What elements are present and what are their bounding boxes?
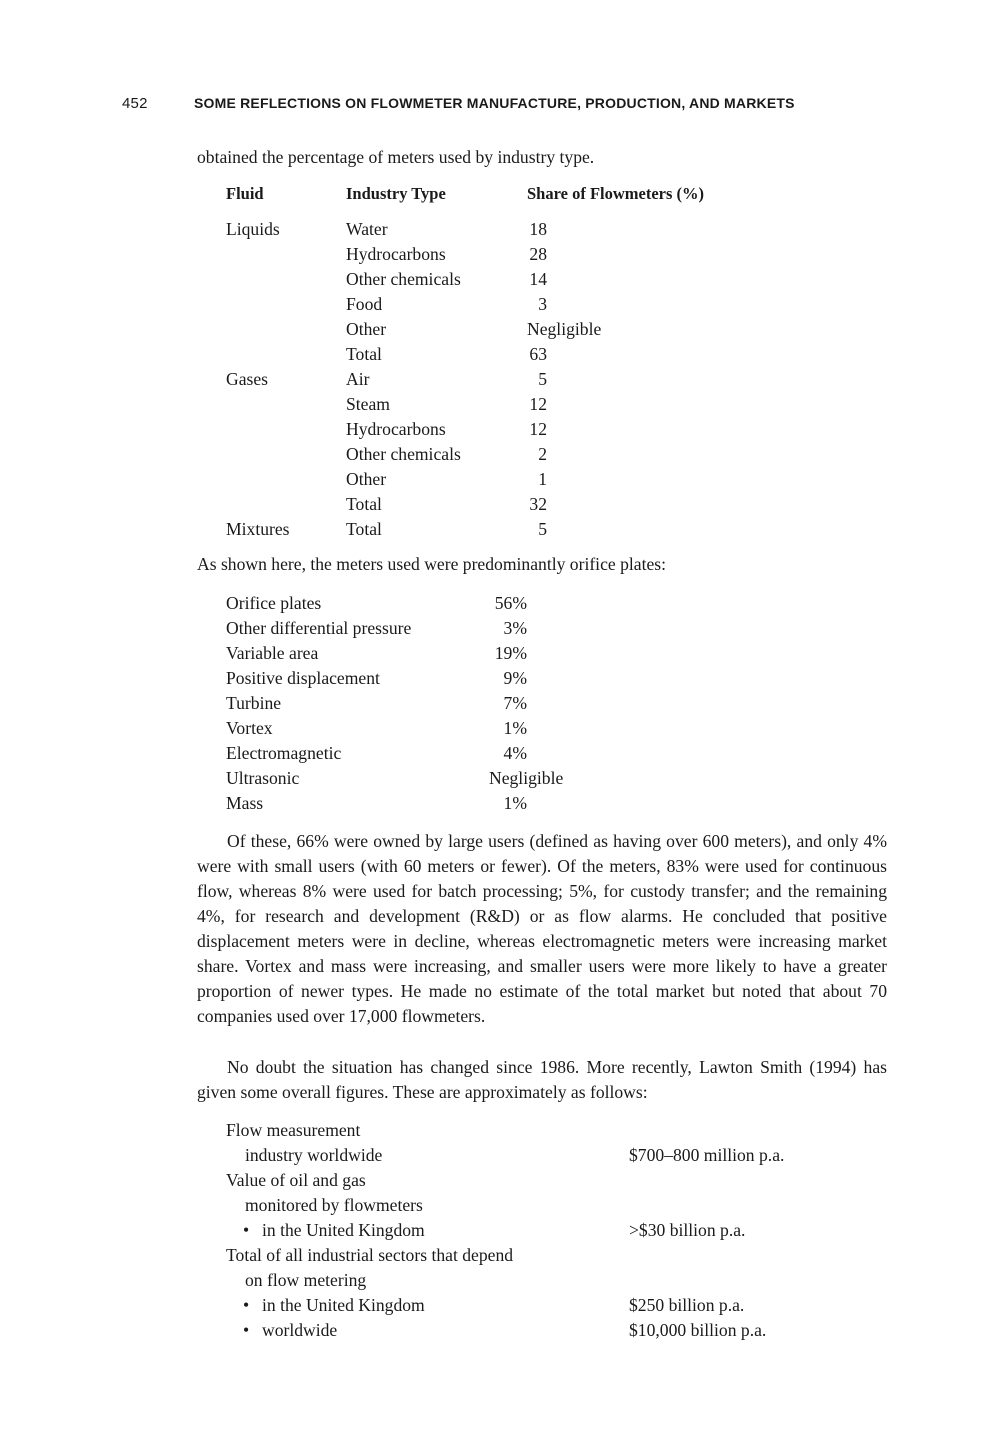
table-row [226, 492, 747, 517]
meter-share-cell [489, 591, 609, 616]
share-cell [527, 492, 747, 517]
share-cell [527, 292, 747, 317]
industry-type-cell: Total [346, 519, 382, 539]
industry-type-cell: Other [346, 469, 387, 489]
share-cell [527, 217, 747, 242]
table-header-row [226, 184, 747, 217]
industry-type-cell: Total [346, 344, 382, 364]
table-row [226, 716, 609, 741]
fluid-cell [226, 442, 346, 467]
intro-line: obtained the percentage of meters used by industry type. [197, 147, 595, 167]
share-cell [527, 367, 747, 392]
column-header-share: Share of Flowmeters (%) [527, 184, 705, 203]
table-row [226, 1318, 859, 1343]
fluid-cell [226, 292, 346, 317]
table-row [226, 217, 747, 242]
figure-label-cell: industry worldwide [245, 1145, 383, 1165]
table-row [226, 741, 609, 766]
fluid-cell: Gases [226, 369, 269, 389]
table-row [226, 1118, 859, 1143]
table-row [226, 616, 609, 641]
table-row [226, 442, 747, 467]
share-value: 18 [529, 219, 547, 239]
fluid-cell [226, 392, 346, 417]
table-row [226, 1218, 859, 1243]
fluid-cell: Liquids [226, 219, 280, 239]
figure-label-cell: • in the United Kingdom [226, 1293, 629, 1318]
meter-name-cell: Electromagnetic [226, 743, 342, 763]
table-row [226, 342, 747, 367]
meter-share-cell [489, 791, 609, 816]
meter-name-cell: Other differential pressure [226, 618, 412, 638]
body-paragraph-1: Of these, 66% were owned by large users (defined as having over 600 meters), and only 4% were with small users (with 60 meters or fewer). Of the meters, 83% were used for continuous flow, whereas 8% were used for batch processing; 5%, for custody transfer; and the remaining 4%, for research and development (R&D) or as flow alarms. He concluded that positive displacement meters were in decline, whereas electromagnetic meters were increasing market share. Vortex and mass were increasing, and smaller users were more likely to have a greater proportion of newer types. He made no estimate of the total market but noted that about 70 companies used over 17,000 flowmeters. [197, 831, 887, 1026]
table-row [226, 467, 747, 492]
column-header-fluid: Fluid [226, 184, 264, 203]
meter-name-cell: Orifice plates [226, 593, 322, 613]
industry-type-cell: Other [346, 319, 387, 339]
meter-share-cell [489, 616, 609, 641]
fluid-cell: Mixtures [226, 519, 290, 539]
industry-type-cell: Other chemicals [346, 269, 461, 289]
industry-type-cell: Hydrocarbons [346, 244, 446, 264]
table-row [226, 766, 609, 791]
figure-value-cell: $700–800 million p.a. [629, 1145, 785, 1165]
share-value: 3 [538, 294, 547, 314]
figure-value-cell: $10,000 billion p.a. [629, 1320, 767, 1340]
figure-value-cell [629, 1168, 859, 1193]
share-value: 32 [529, 494, 547, 514]
industry-type-cell: Food [346, 294, 383, 314]
meter-share-cell [489, 741, 609, 766]
table-row [226, 517, 747, 542]
share-cell [527, 242, 747, 267]
meter-name-cell: Vortex [226, 718, 273, 738]
table-row [226, 641, 609, 666]
table-row [226, 1268, 859, 1293]
table-row [226, 267, 747, 292]
meter-share-cell [489, 691, 609, 716]
meter-share-value: 7% [503, 693, 527, 713]
industry-type-cell: Water [346, 219, 388, 239]
share-value: 28 [529, 244, 547, 264]
fluid-cell [226, 467, 346, 492]
meter-share-value: 1% [503, 718, 527, 738]
figure-value-cell [629, 1243, 859, 1268]
market-figures-table [226, 1118, 859, 1343]
table-row [226, 591, 609, 616]
table-row [226, 242, 747, 267]
meter-name-cell: Mass [226, 793, 264, 813]
table-row [226, 1193, 859, 1218]
meter-name-cell: Ultrasonic [226, 768, 300, 788]
meter-share-cell [489, 666, 609, 691]
share-value: 12 [529, 419, 547, 439]
share-value: 5 [538, 369, 547, 389]
meter-share-cell [489, 766, 609, 791]
share-cell [527, 342, 747, 367]
figure-value-cell: $250 billion p.a. [629, 1295, 745, 1315]
industry-share-table [226, 184, 747, 542]
meter-name-cell: Variable area [226, 643, 319, 663]
figure-label-cell: Flow measurement [226, 1120, 361, 1140]
figure-value-cell [629, 1118, 859, 1143]
industry-type-cell: Total [346, 494, 382, 514]
meter-share-value: 4% [503, 743, 527, 763]
fluid-cell [226, 492, 346, 517]
running-title: SOME REFLECTIONS ON FLOWMETER MANUFACTURE, PRODUCTION, AND MARKETS [194, 95, 795, 111]
figure-value-cell [629, 1193, 859, 1218]
share-cell [527, 392, 747, 417]
share-value: 12 [529, 394, 547, 414]
meters-intro: As shown here, the meters used were predominantly orifice plates: [197, 554, 667, 574]
share-cell [527, 267, 747, 292]
running-header [122, 95, 862, 112]
body-paragraph-2: No doubt the situation has changed since 1986. More recently, Lawton Smith (1994) has given some overall figures. These are approximately as follows: [197, 1057, 887, 1102]
share-value: 1 [538, 469, 547, 489]
meter-name-cell: Turbine [226, 693, 282, 713]
share-cell [527, 517, 747, 542]
table-row [226, 791, 609, 816]
figure-value-cell: >$30 billion p.a. [629, 1220, 746, 1240]
figure-label-cell: Total of all industrial sectors that depend [226, 1245, 514, 1265]
meter-share-value: 1% [503, 793, 527, 813]
industry-type-cell: Steam [346, 394, 390, 414]
fluid-cell [226, 317, 346, 342]
share-cell [527, 417, 747, 442]
share-cell [527, 467, 747, 492]
industry-type-cell: Air [346, 369, 370, 389]
share-cell [527, 317, 747, 342]
table-row [226, 691, 609, 716]
page-number: 452 [122, 95, 148, 112]
table-row [226, 666, 609, 691]
table-row [226, 1168, 859, 1193]
share-value: 2 [538, 444, 547, 464]
fluid-cell [226, 267, 346, 292]
share-value: 5 [538, 519, 547, 539]
meter-share-cell [489, 641, 609, 666]
share-cell [527, 442, 747, 467]
meter-type-table [226, 591, 609, 816]
meter-share-value: 56% [494, 593, 527, 613]
table-row [226, 1293, 859, 1318]
table-row [226, 417, 747, 442]
fluid-cell [226, 417, 346, 442]
figure-label-cell: monitored by flowmeters [245, 1195, 423, 1215]
industry-type-cell: Other chemicals [346, 444, 461, 464]
share-value: Negligible [527, 319, 602, 339]
meter-share-value: Negligible [489, 768, 564, 788]
figure-value-cell [629, 1268, 859, 1293]
figure-label-cell: • in the United Kingdom [226, 1218, 629, 1243]
fluid-cell [226, 242, 346, 267]
meter-share-value: 19% [494, 643, 527, 663]
column-header-industry-type: Industry Type [346, 184, 446, 203]
table-row [226, 392, 747, 417]
fluid-cell [226, 342, 346, 367]
figure-label-cell: on flow metering [245, 1270, 367, 1290]
figure-label-cell: Value of oil and gas [226, 1170, 366, 1190]
meter-share-value: 9% [503, 668, 527, 688]
meter-share-cell [489, 716, 609, 741]
share-value: 63 [529, 344, 547, 364]
table-row [226, 1243, 859, 1268]
meter-share-value: 3% [503, 618, 527, 638]
table-row [226, 367, 747, 392]
meter-name-cell: Positive displacement [226, 668, 380, 688]
table-row [226, 292, 747, 317]
figure-label-cell: • worldwide [226, 1318, 629, 1343]
table-row [226, 317, 747, 342]
share-value: 14 [529, 269, 547, 289]
industry-type-cell: Hydrocarbons [346, 419, 446, 439]
table-row [226, 1143, 859, 1168]
